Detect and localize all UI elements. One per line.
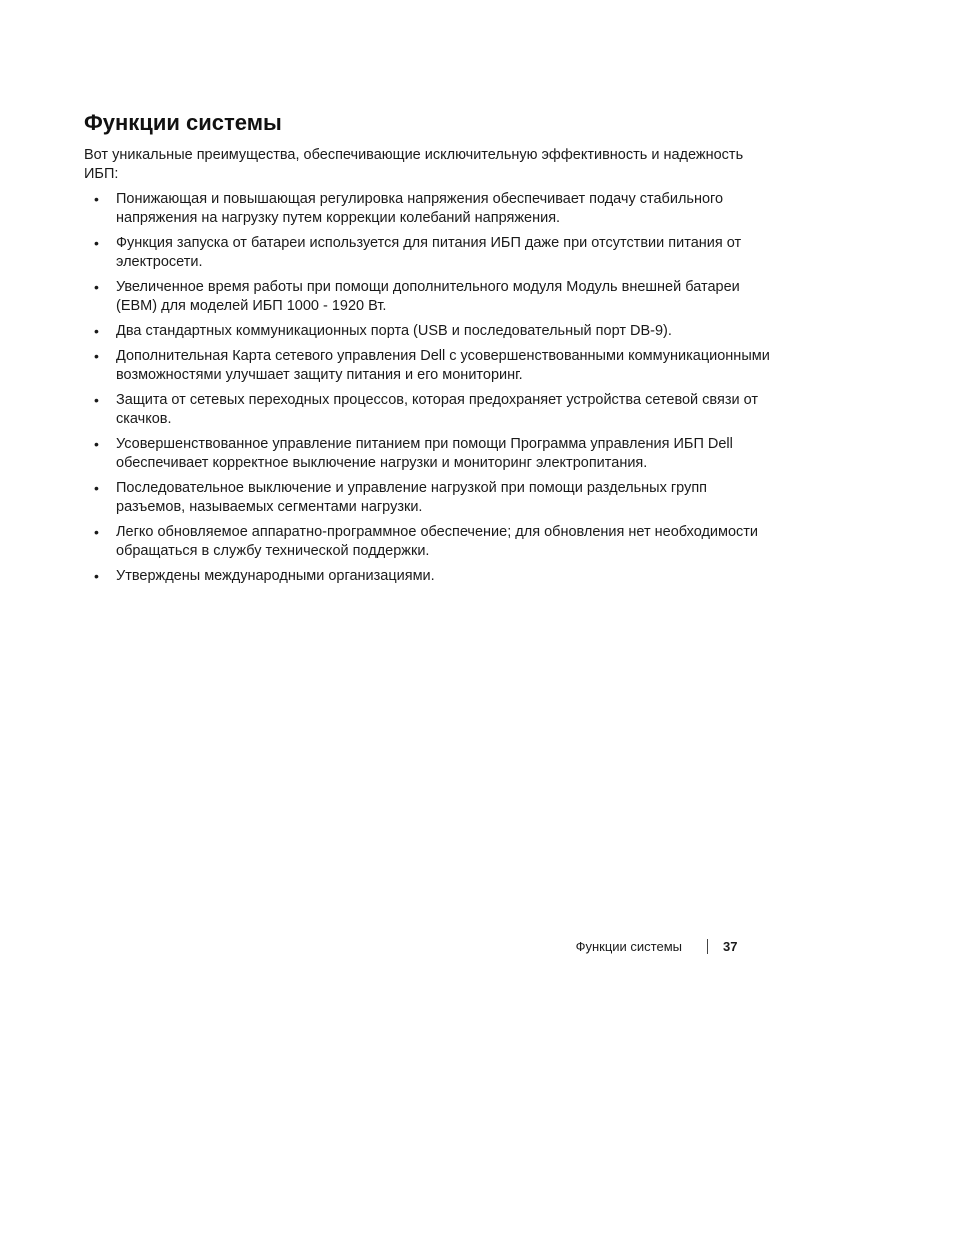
list-item bbox=[84, 523, 774, 561]
list-item bbox=[84, 391, 774, 429]
intro-paragraph: Вот уникальные преимущества, обеспечивающие исключительную эффективность и надежность ИБП: bbox=[84, 147, 744, 182]
feature-text: Защита от сетевых переходных процессов, которая предохраняет устройства сетевой связи от скачков. bbox=[116, 392, 758, 427]
bullet-icon: • bbox=[94, 191, 99, 207]
feature-text: Последовательное выключение и управление нагрузкой при помощи раздельных групп разъемов, называемых сегментами нагрузки. bbox=[116, 480, 708, 515]
bullet-icon: • bbox=[94, 436, 99, 452]
feature-text: Функция запуска от батареи используется для питания ИБП даже при отсутствии питания от электросети. bbox=[116, 235, 742, 270]
footer-divider bbox=[707, 939, 708, 954]
list-item bbox=[84, 347, 774, 385]
bullet-icon: • bbox=[94, 279, 99, 295]
page-footer bbox=[540, 936, 740, 958]
footer-section-name: Функции системы bbox=[575, 939, 682, 954]
page-number: 37 bbox=[723, 939, 738, 954]
bullet-icon: • bbox=[94, 392, 99, 408]
list-item bbox=[84, 567, 774, 586]
page-title: Функции системы bbox=[84, 110, 282, 135]
bullet-icon: • bbox=[94, 524, 99, 540]
feature-text: Понижающая и повышающая регулировка напряжения обеспечивает подачу стабильного напряжения на нагрузку путем коррекции колебаний напряжения. bbox=[116, 191, 724, 226]
list-item bbox=[84, 322, 774, 341]
feature-text: Два стандартных коммуникационных порта (USB и последовательный порт DB-9). bbox=[116, 323, 672, 339]
bullet-icon: • bbox=[94, 348, 99, 364]
page-content bbox=[84, 108, 774, 586]
feature-text: Дополнительная Карта сетевого управления Dell с усовершенствованными коммуникационными возможностями улучшает защиту питания и его мониторинг. bbox=[116, 348, 770, 383]
feature-list bbox=[84, 190, 774, 586]
bullet-icon: • bbox=[94, 480, 99, 496]
list-item bbox=[84, 435, 774, 473]
feature-text: Утверждены международными организациями. bbox=[116, 568, 435, 584]
feature-text: Усовершенствованное управление питанием при помощи Программа управления ИБП Dell обеспечивает корректное выключение нагрузки и мониторинг электропитания. bbox=[116, 436, 733, 471]
list-item bbox=[84, 234, 774, 272]
feature-text: Легко обновляемое аппаратно-программное обеспечение; для обновления нет необходимости обращаться в службу технической поддержки. bbox=[116, 524, 759, 559]
list-item bbox=[84, 278, 774, 316]
bullet-icon: • bbox=[94, 235, 99, 251]
list-item bbox=[84, 190, 774, 228]
list-item bbox=[84, 479, 774, 517]
feature-text: Увеличенное время работы при помощи дополнительного модуля Модуль внешней батареи (EBM) для моделей ИБП 1000 - 1920 Вт. bbox=[116, 279, 740, 314]
bullet-icon: • bbox=[94, 323, 99, 339]
bullet-icon: • bbox=[94, 568, 99, 584]
